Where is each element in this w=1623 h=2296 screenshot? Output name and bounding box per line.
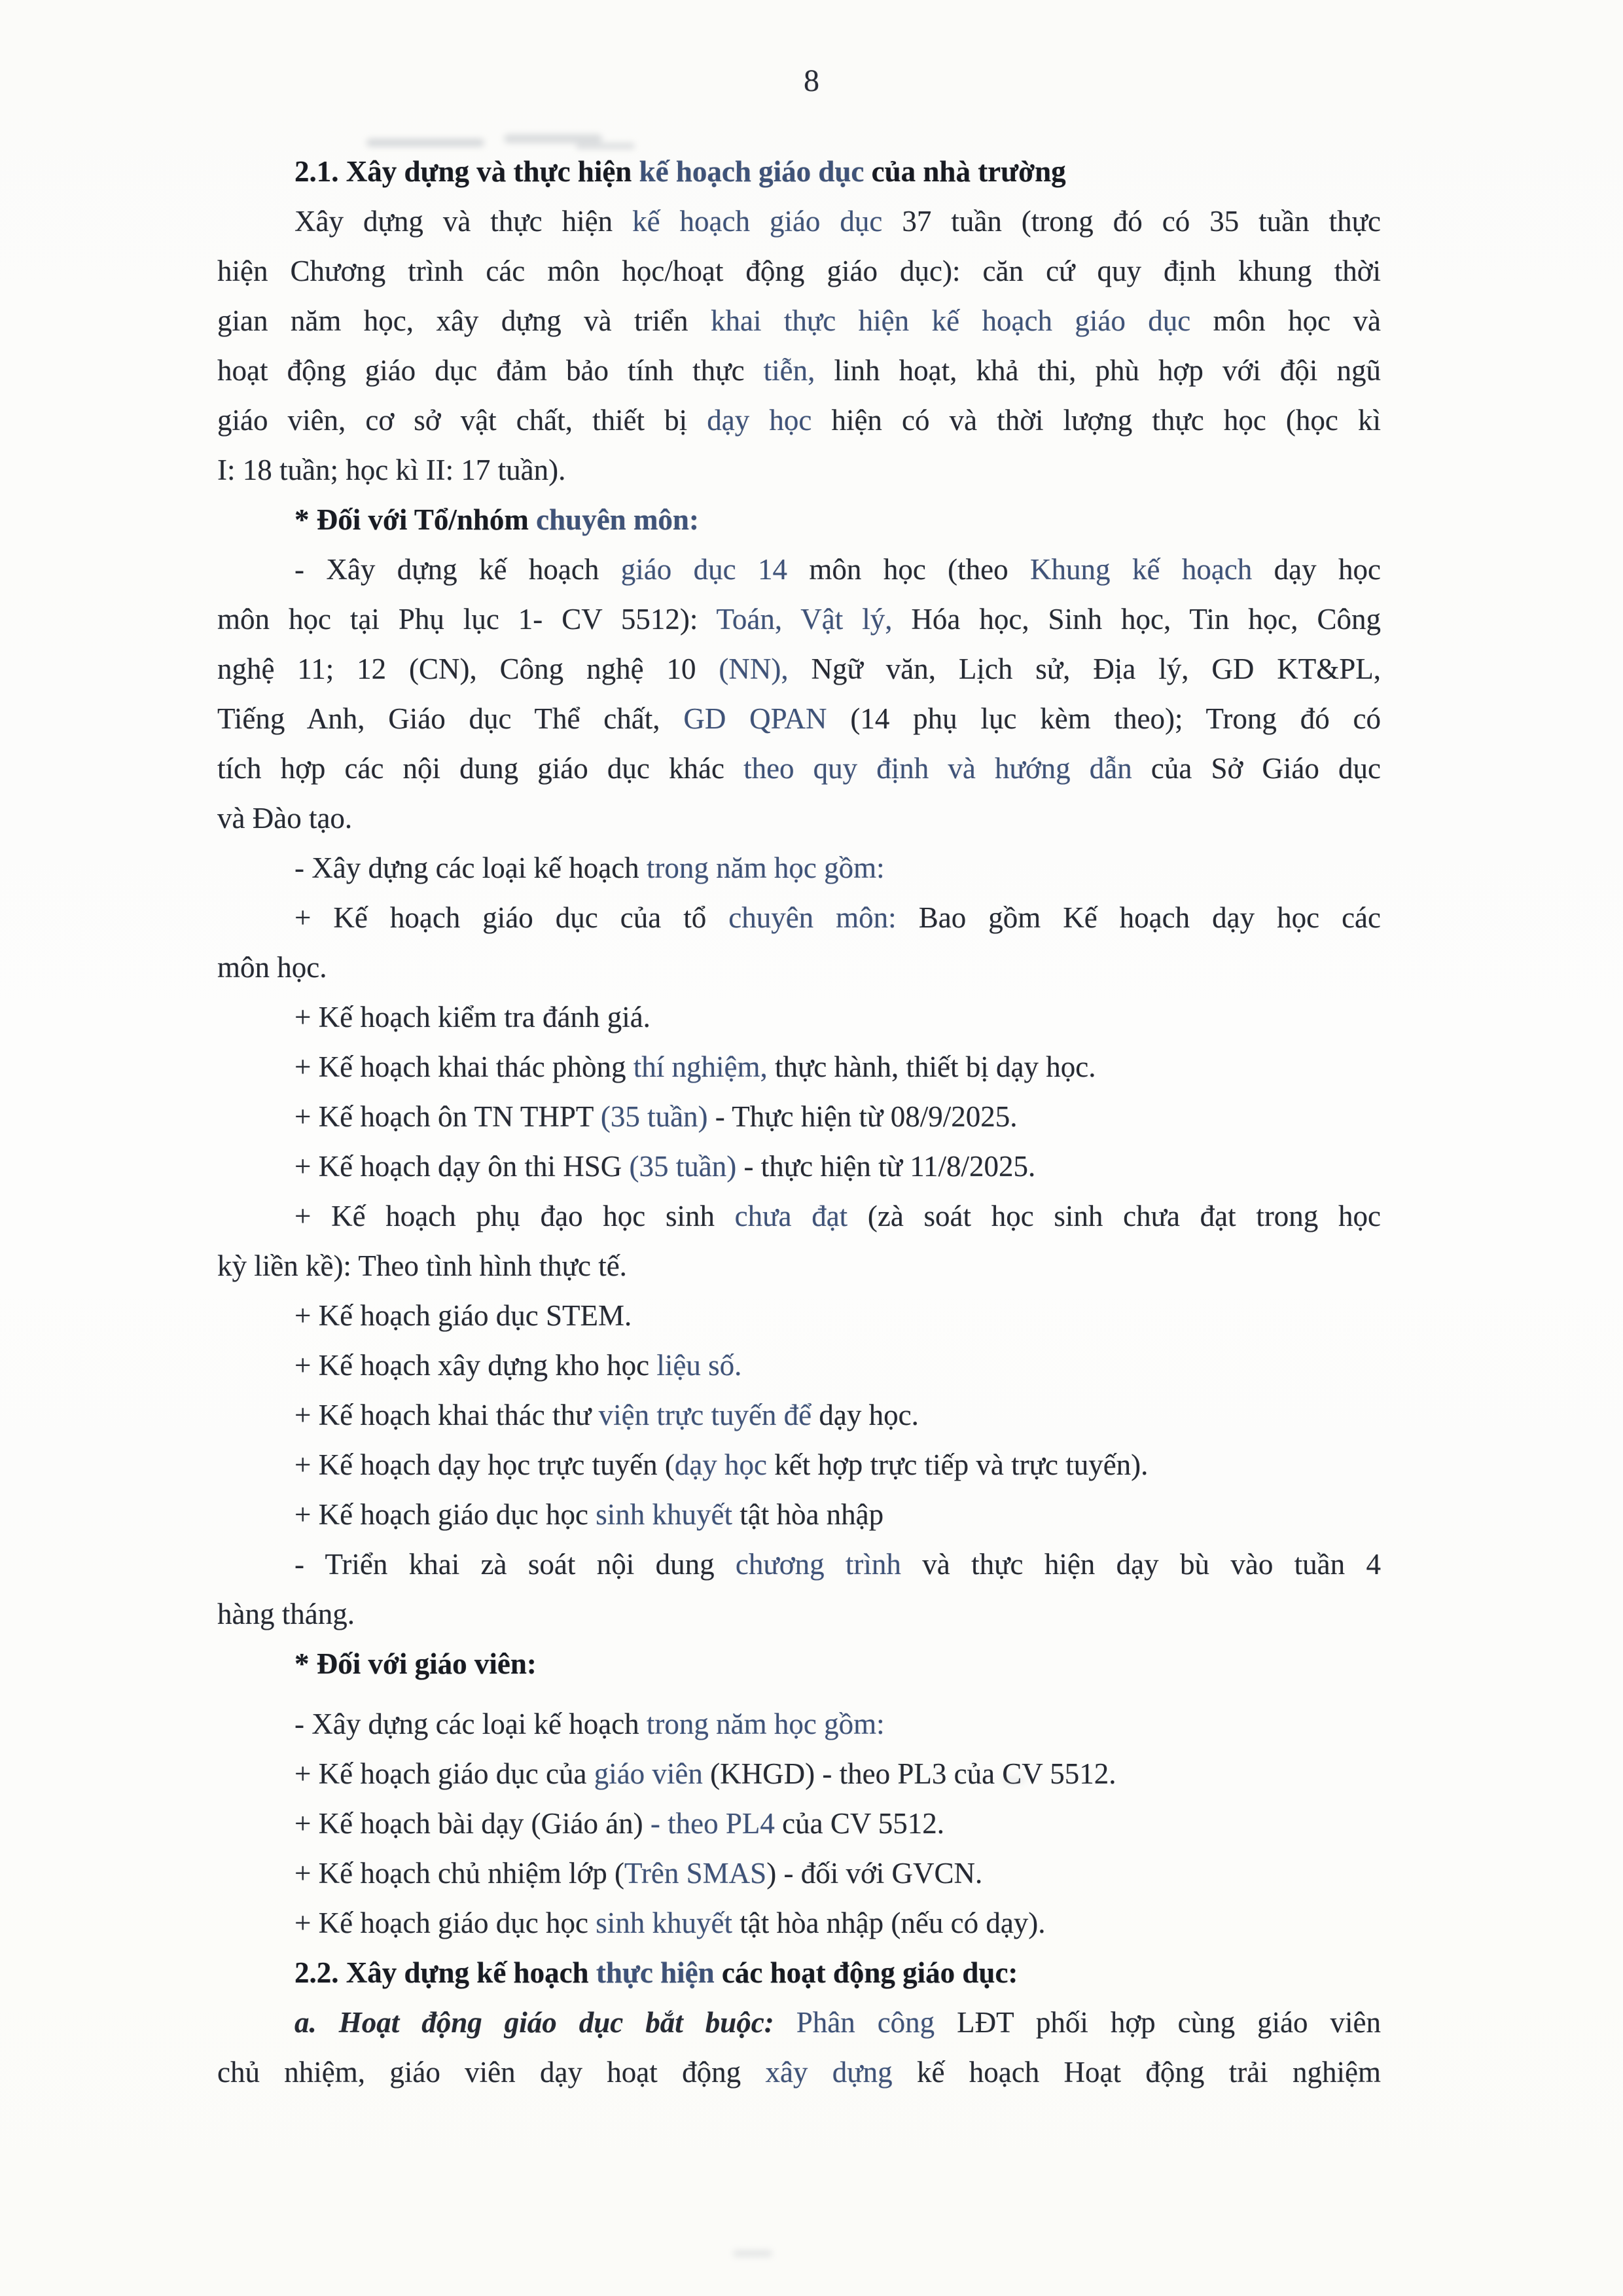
text-segment: trong năm học gồm: [646, 852, 885, 884]
paragraph-line [217, 694, 1381, 744]
list-item [217, 1799, 1381, 1848]
list-item [217, 1390, 1381, 1440]
text-segment: Bao gồm Kế hoạch dạy học các [896, 901, 1382, 934]
text-segment: thực hành, thiết bị dạy học. [767, 1050, 1096, 1083]
text-segment: * Đối với giáo viên: [294, 1647, 537, 1680]
page-number: 8 [804, 63, 819, 98]
text-segment: Phân công [796, 2006, 935, 2039]
text-segment: hoạt động giáo dục đảm bảo tính thực [217, 354, 764, 387]
text-segment: giáo viên [594, 1757, 703, 1790]
subheading-to-nhom-chuyen-mon [217, 495, 1381, 545]
text-segment: chuyên môn: [728, 901, 897, 934]
text-segment: trong năm học gồm: [646, 1708, 885, 1740]
text-segment: + Kế hoạch khai thác thư [294, 1399, 599, 1431]
text-segment: GD QPAN [683, 702, 827, 735]
text-segment: môn học. [217, 951, 327, 984]
paragraph-line [217, 594, 1381, 644]
paragraph-line [217, 793, 1381, 843]
text-segment: I: 18 tuần; học kì II: 17 tuần). [217, 454, 566, 486]
list-item [217, 1291, 1381, 1340]
paragraph-line [217, 296, 1381, 346]
text-segment: thực hiện [596, 1956, 715, 1989]
paragraph-line [217, 1998, 1381, 2047]
text-segment: sinh khuyết [596, 1907, 732, 1939]
list-item [217, 1898, 1381, 1948]
text-segment: thí nghiệm, [633, 1050, 768, 1083]
text-segment: xây dựng [765, 2056, 893, 2089]
text-segment: Toán, Vật lý, [716, 603, 893, 636]
text-segment: Ngữ văn, Lịch sử, Địa lý, GD KT&PL, [788, 653, 1382, 685]
list-item [217, 1848, 1381, 1898]
text-segment: tích hợp các nội dung giáo dục khác [217, 752, 744, 785]
text-segment: - Xây dựng các loại kế hoạch [294, 852, 647, 884]
paragraph-line [217, 644, 1381, 694]
document-body [217, 147, 1381, 2097]
text-segment: theo quy định và hướng dẫn [743, 752, 1132, 785]
text-segment: của Sở Giáo dục [1132, 752, 1381, 785]
paragraph-line [217, 246, 1381, 296]
text-segment: 2.1. Xây dựng và thực hiện [294, 155, 639, 188]
text-segment: (14 phụ lục kèm theo); Trong đó có [827, 702, 1381, 735]
text-segment: kế hoạch Hoạt động trải nghiệm [892, 2056, 1381, 2089]
text-segment: ) - đối với GVCN. [766, 1857, 983, 1890]
text-segment [774, 2006, 796, 2039]
text-segment: (35 tuần) [600, 1100, 708, 1133]
list-item [217, 1191, 1381, 1241]
text-segment: gian năm học, xây dựng và triển [217, 304, 711, 337]
text-segment: dạy học [707, 404, 812, 437]
list-item [217, 1490, 1381, 1539]
list-item [217, 1092, 1381, 1141]
list-item [217, 1141, 1381, 1191]
text-segment: giáo dục 14 [620, 553, 788, 586]
text-segment: của CV 5512. [774, 1807, 945, 1840]
text-segment: + Kế hoạch khai thác phòng [294, 1050, 633, 1083]
paragraph-line [217, 395, 1381, 445]
paragraph-line [217, 346, 1381, 395]
text-segment: môn học và [1190, 304, 1381, 337]
text-segment: giáo viên, cơ sở vật chất, thiết bị [217, 404, 707, 437]
paragraph-line [217, 445, 1381, 495]
text-segment: tật hòa nhập [732, 1498, 884, 1531]
text-segment: sinh khuyết [596, 1498, 732, 1531]
text-segment: + Kế hoạch giáo dục của tổ [294, 901, 729, 934]
list-item [217, 1042, 1381, 1092]
text-segment: linh hoạt, khả thi, phù hợp với đội ngũ [815, 354, 1381, 387]
scan-artifact [733, 2250, 772, 2257]
text-segment: của nhà trường [864, 155, 1066, 188]
text-segment: - Xây dựng kế hoạch [294, 553, 621, 586]
text-segment: LĐT phối hợp cùng giáo viên [935, 2006, 1382, 2039]
paragraph-line [217, 196, 1381, 246]
text-segment: tật hòa nhập (nếu có dạy). [732, 1907, 1046, 1939]
paragraph-line [217, 744, 1381, 793]
text-segment: khai thực hiện kế hoạch giáo dục [710, 304, 1191, 337]
text-segment: 37 tuần (trong đó có 35 tuần thực [882, 205, 1381, 238]
text-segment: kế hoạch giáo dục [639, 155, 865, 188]
text-segment: các hoạt động giáo dục: [714, 1956, 1018, 1989]
text-segment: liệu số. [656, 1349, 742, 1382]
scan-artifact [504, 134, 602, 143]
text-segment: - thực hiện từ 11/8/2025. [736, 1150, 1036, 1183]
text-segment: nghệ 11; 12 (CN), Công nghệ 10 [217, 653, 719, 685]
text-segment: chuyên môn: [536, 503, 699, 536]
text-segment: chưa đạt [734, 1200, 848, 1232]
paragraph-line [217, 2047, 1381, 2097]
text-segment: Tiếng Anh, Giáo dục Thể chất, [217, 702, 684, 735]
paragraph-line [217, 1589, 1381, 1639]
text-segment: - Xây dựng các loại kế hoạch [294, 1708, 647, 1740]
text-segment: viện trực tuyến để [598, 1399, 812, 1431]
text-segment: + Kế hoạch dạy ôn thi HSG [294, 1150, 630, 1183]
text-segment: (zà soát học sinh chưa đạt trong học [847, 1200, 1381, 1232]
text-segment: dạy học [674, 1448, 768, 1481]
text-segment: a. Hoạt động giáo dục bắt buộc: [294, 2006, 774, 2039]
text-segment: hàng tháng. [217, 1598, 355, 1630]
text-segment: môn học (theo [787, 553, 1031, 586]
list-item [217, 1440, 1381, 1490]
list-item [217, 1340, 1381, 1390]
text-segment: chủ nhiệm, giáo viên dạy hoạt động [217, 2056, 766, 2089]
text-segment: + Kế hoạch giáo dục học [294, 1498, 596, 1531]
text-segment: kỳ liền kề): Theo tình hình thực tế. [217, 1249, 627, 1282]
text-segment: (35 tuần) [629, 1150, 737, 1183]
text-segment: Khung kế hoạch [1030, 553, 1253, 586]
text-segment: 2.2. Xây dựng kế hoạch [294, 1956, 596, 1989]
text-segment: Trên SMAS [624, 1857, 767, 1890]
list-item [217, 1749, 1381, 1799]
text-segment: hiện Chương trình các môn học/hoạt động giáo dục): căn cứ quy định khung thời [217, 255, 1381, 287]
text-segment: + Kế hoạch giáo dục của [294, 1757, 594, 1790]
text-segment: - theo PL4 [650, 1807, 775, 1840]
text-segment: dạy học [1252, 553, 1382, 586]
text-segment: + Kế hoạch kiểm tra đánh giá. [294, 1001, 651, 1033]
list-item [217, 893, 1381, 942]
text-segment: - Thực hiện từ 08/9/2025. [707, 1100, 1018, 1133]
text-segment: + Kế hoạch chủ nhiệm lớp ( [294, 1857, 625, 1890]
text-segment: kết hợp trực tiếp và trực tuyến). [767, 1448, 1149, 1481]
text-segment: + Kế hoạch ôn TN THPT [294, 1100, 601, 1133]
scan-artifact [366, 139, 484, 147]
paragraph-line [217, 1241, 1381, 1291]
text-segment: môn học tại Phụ lục 1- CV 5512): [217, 603, 717, 636]
paragraph-line [217, 942, 1381, 992]
text-segment: + Kế hoạch giáo dục học [294, 1907, 596, 1939]
list-item [217, 1539, 1381, 1589]
list-item [217, 1699, 1381, 1749]
text-segment: + Kế hoạch giáo dục STEM. [294, 1299, 632, 1332]
text-segment: kế hoạch giáo dục [632, 205, 883, 238]
text-segment: Hóa học, Sinh học, Tin học, Công [892, 603, 1382, 636]
heading-2-1 [217, 147, 1381, 196]
text-segment: chương trình [735, 1548, 901, 1581]
text-segment: và Đào tạo. [217, 802, 353, 834]
text-segment: - Triển khai zà soát nội dung [294, 1548, 736, 1581]
text-segment: (KHGD) - theo PL3 của CV 5512. [702, 1757, 1116, 1790]
text-segment: (NN), [719, 653, 789, 685]
subheading-giao-vien [217, 1639, 1381, 1689]
text-segment: hiện có và thời lượng thực học (học kì [812, 404, 1382, 437]
text-segment: Xây dựng và thực hiện [294, 205, 633, 238]
text-segment: + Kế hoạch dạy học trực tuyến ( [294, 1448, 675, 1481]
text-segment: và thực hiện dạy bù vào tuần 4 [901, 1548, 1381, 1581]
list-item [217, 992, 1381, 1042]
list-item [217, 843, 1381, 893]
heading-2-2 [217, 1948, 1381, 1998]
text-segment: + Kế hoạch xây dựng kho học [294, 1349, 657, 1382]
text-segment: tiễn, [763, 354, 815, 387]
text-segment: + Kế hoạch phụ đạo học sinh [294, 1200, 735, 1232]
paragraph-line [217, 545, 1381, 594]
text-segment: + Kế hoạch bài dạy (Giáo án) [294, 1807, 651, 1840]
text-segment: dạy học. [812, 1399, 919, 1431]
text-segment: * Đối với Tổ/nhóm [294, 503, 537, 536]
